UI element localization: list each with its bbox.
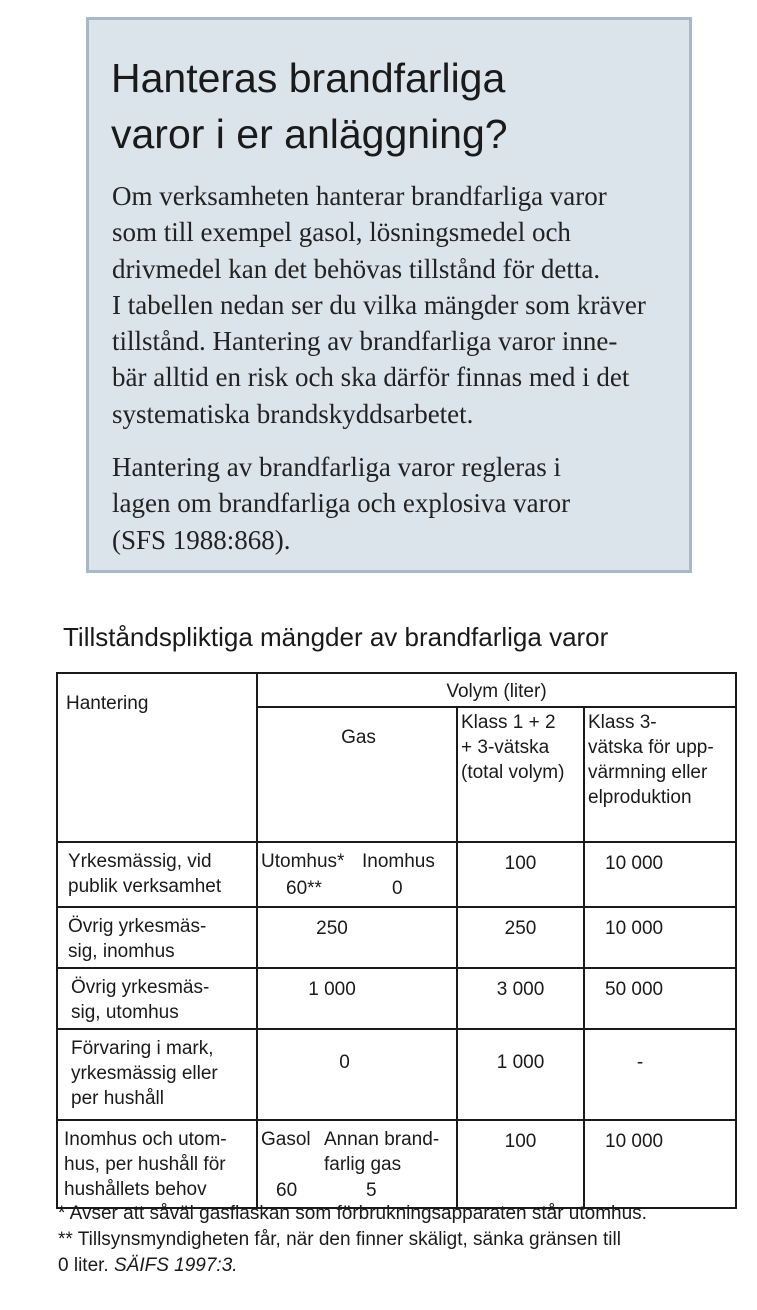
- table-row: [57, 1029, 736, 1120]
- info-paragraph-2: Hantering av brandfarliga varor regleras i lagen om brandfarliga och explosiva varor (SFS 1988:868).: [112, 452, 571, 555]
- gas-value: 250: [257, 907, 457, 968]
- class-3-value: 50 000: [584, 968, 736, 1029]
- footnotes: [58, 1201, 748, 1279]
- footnote-1: * Avser att såväl gasflaskan som förbrukningsapparaten står utomhus.: [58, 1203, 647, 1224]
- gas-cell-split: [257, 1120, 457, 1208]
- row-label: Övrig yrkesmäs- sig, utomhus: [57, 968, 257, 1029]
- info-box-title: Hanteras brandfarliga varor i er anläggning?: [111, 55, 508, 157]
- gas-outdoor-value: 60**: [286, 878, 322, 899]
- footnote-2-line-2: 0 liter. SÄIFS 1997:3.: [58, 1255, 238, 1276]
- header-gas: Gas: [257, 707, 457, 842]
- header-volume: Volym (liter): [257, 673, 736, 707]
- gasol-label: Gasol: [261, 1129, 311, 1150]
- table-title: Tillståndspliktiga mängder av brandfarliga varor: [63, 622, 609, 652]
- gas-outdoor-label: Utomhus*: [261, 851, 345, 872]
- class-1-2-value: 250: [457, 907, 584, 968]
- table-row: [57, 1120, 736, 1208]
- row-label: Yrkesmässig, vid publik verksamhet: [57, 842, 257, 907]
- gasol-value: 60: [276, 1180, 298, 1201]
- gas-indoor-label: Inomhus: [362, 851, 435, 872]
- other-gas-label-2: farlig gas: [324, 1154, 402, 1175]
- footnote-2-line-1: ** Tillsynsmyndigheten får, när den finner skäligt, sänka gränsen till: [58, 1229, 621, 1250]
- gas-value: 1 000: [257, 968, 457, 1029]
- header-class-1-2: Klass 1 + 2 + 3-vätska (total volym): [457, 707, 584, 842]
- class-1-2-value: 100: [457, 1120, 584, 1208]
- regulation-reference: SÄIFS 1997:3.: [113, 1255, 238, 1276]
- row-label: Övrig yrkesmäs- sig, inomhus: [57, 907, 257, 968]
- header-class-3: Klass 3- vätska för upp- värmning eller elproduktion: [584, 707, 736, 842]
- gas-cell-split: [257, 842, 457, 907]
- class-3-value: 10 000: [584, 1120, 736, 1208]
- row-label: Inomhus och utom- hus, per hushåll för hushållets behov: [57, 1120, 257, 1208]
- table-row: [57, 907, 736, 968]
- info-paragraph-1: Om verksamheten hanterar brandfarliga varor som till exempel gasol, lösningsmedel och drivmedel kan det behövas tillstånd för detta. I tabellen nedan ser du vilka mängder som kräver tillstånd. Hantering av brandfarliga varor inne- bär alltid en risk och ska därför finnas med i det systematiska brandskyddsarbetet.: [112, 181, 646, 429]
- header-handling: Hantering: [57, 673, 257, 842]
- class-1-2-value: 1 000: [457, 1029, 584, 1120]
- table-row: [57, 842, 736, 907]
- gas-value: 0: [257, 1029, 457, 1120]
- class-1-2-value: 100: [457, 842, 584, 907]
- other-gas-label-1: Annan brand-: [324, 1129, 440, 1150]
- permit-quantities-table: [56, 672, 737, 1209]
- class-3-value: -: [584, 1029, 736, 1120]
- info-box: [86, 17, 692, 573]
- class-1-2-value: 3 000: [457, 968, 584, 1029]
- class-3-value: 10 000: [584, 842, 736, 907]
- row-label: Förvaring i mark, yrkesmässig eller per hushåll: [57, 1029, 257, 1120]
- header-row-1: [57, 673, 736, 707]
- class-3-value: 10 000: [584, 907, 736, 968]
- table-row: [57, 968, 736, 1029]
- other-gas-value: 5: [366, 1180, 377, 1201]
- gas-indoor-value: 0: [392, 878, 403, 899]
